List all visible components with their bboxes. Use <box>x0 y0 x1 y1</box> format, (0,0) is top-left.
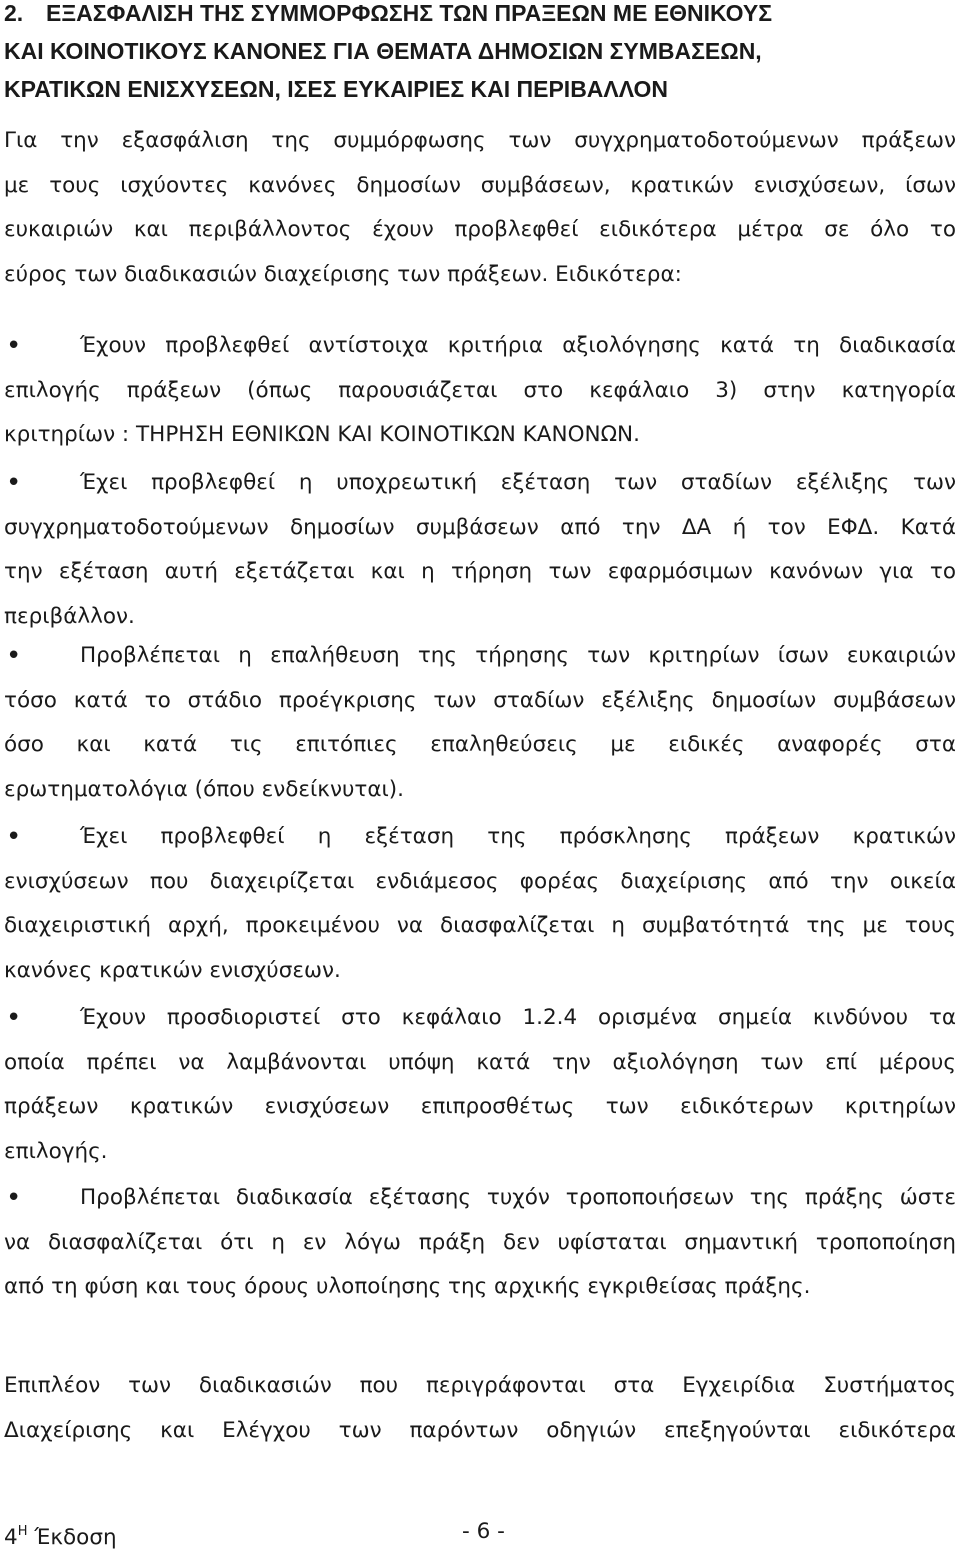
bullet-icon: • <box>6 331 22 361</box>
text-line: περιβάλλον. <box>4 603 135 629</box>
text-line: από τη φύση και τους όρους υλοποίησης της αρχικής εγκριθείσας πράξης. <box>4 1274 811 1299</box>
text-line: επιλογής. <box>4 1138 108 1164</box>
bullet-item <box>4 461 956 639</box>
text-line: Για την εξασφάλιση της συμμόρφωσης των συγχρηματοδοτούμενων πράξεων <box>4 128 956 153</box>
section-heading <box>4 0 956 108</box>
text-line: να διασφαλίζεται ότι η εν λόγω πράξη δεν υφίσταται σημαντική τροποποίηση <box>4 1229 956 1255</box>
heading-line <box>4 0 956 32</box>
heading-text: ΕΞΑΣΦΑΛΙΣΗ ΤΗΣ ΣΥΜΜΟΡΦΩΣΗΣ ΤΩΝ ΠΡΑΞΕΩΝ ΜΕ ΕΘΝΙΚΟΥΣ <box>46 0 773 26</box>
text-line: την εξέταση αυτή εξετάζεται και η τήρηση των εφαρμόσιμων κανόνων για το <box>4 559 956 584</box>
bullet-item <box>4 815 956 993</box>
text-line: όσο και κατά τις επιτόπιες επαληθεύσεις με ειδικές αναφορές στα <box>4 732 956 757</box>
text-line: επιλογής πράξεων (όπως παρουσιάζεται στο κεφάλαιο 3) στην κατηγορία <box>4 377 956 403</box>
text-line: με τους ισχύοντες κανόνες δημοσίων συμβάσεων, κρατικών ενισχύσεων, ίσων <box>4 172 956 198</box>
page-footer <box>4 1517 505 1553</box>
bullet-item <box>4 1176 956 1310</box>
text-line: Διαχείρισης και Ελέγχου των παρόντων οδηγιών επεξηγούνται ειδικότερα <box>4 1417 956 1443</box>
text-line: ερωτηματολόγια (όπου ενδείκνυται). <box>4 776 405 802</box>
text-line: διαχειριστική αρχή, προκειμένου να διασφαλίζεται η συμβατότητά της με τους <box>4 913 956 938</box>
edition-superscript: Η <box>17 1524 28 1539</box>
text-line: Προβλέπεται η επαλήθευση της τήρησης των κριτηρίων ίσων ευκαιριών <box>80 643 956 668</box>
text-line: ενισχύσεων που διαχειρίζεται ενδιάμεσος φορέας διαχείρισης από την οικεία <box>4 868 956 894</box>
page-number: - 6 - <box>462 1519 505 1544</box>
edition-label <box>4 1525 117 1550</box>
text-line: συγχρηματοδοτούμενων δημοσίων συμβάσεων από την ΔΑ ή τον ΕΦΔ. Κατά <box>4 514 956 540</box>
bullet-item <box>4 634 956 812</box>
bullet-item <box>4 324 956 458</box>
bullet-item <box>4 996 956 1174</box>
text-line: Έχει προβλεφθεί η εξέταση της πρόσκλησης πράξεων κρατικών <box>80 824 956 849</box>
heading-line: ΚΑΙ ΚΟΙΝΟΤΙΚΟΥΣ ΚΑΝΟΝΕΣ ΓΙΑ ΘΕΜΑΤΑ ΔΗΜΟΣΙΩΝ ΣΥΜΒΑΣΕΩΝ, <box>4 38 762 64</box>
section-number: 2. <box>4 0 24 26</box>
text-line: Επιπλέον των διαδικασιών που περιγράφονται στα Εγχειρίδια Συστήματος <box>4 1373 956 1398</box>
bullet-icon: • <box>6 1183 22 1213</box>
text-line: Έχουν προβλεφθεί αντίστοιχα κριτήρια αξιολόγησης κατά τη διαδικασία <box>80 333 956 358</box>
bullet-icon: • <box>6 1003 22 1033</box>
bullet-icon: • <box>6 822 22 852</box>
edition-text: Έκδοση <box>34 1525 117 1550</box>
intro-paragraph <box>4 119 956 297</box>
text-line: κανόνες κρατικών ενισχύσεων. <box>4 957 341 983</box>
edition-number: 4 <box>4 1525 18 1550</box>
text-line: Προβλέπεται διαδικασία εξέτασης τυχόν τροποποιήσεων της πράξης ώστε <box>80 1185 956 1210</box>
closing-paragraph <box>4 1364 956 1453</box>
bullet-icon: • <box>6 468 22 498</box>
text-line: Έχει προβλεφθεί η υποχρεωτική εξέταση των σταδίων εξέλιξης των <box>80 470 956 495</box>
heading-line: ΚΡΑΤΙΚΩΝ ΕΝΙΣΧΥΣΕΩΝ, ΙΣΕΣ ΕΥΚΑΙΡΙΕΣ ΚΑΙ ΠΕΡΙΒΑΛΛΟΝ <box>4 76 668 102</box>
text-line: τόσο κατά το στάδιο προέγκρισης των σταδίων εξέλιξης δημοσίων συμβάσεων <box>4 687 956 713</box>
text-line: κριτηρίων : ΤΗΡΗΣΗ ΕΘΝΙΚΩΝ ΚΑΙ ΚΟΙΝΟΤΙΚΩΝ ΚΑΝΟΝΩΝ. <box>4 422 640 447</box>
text-line: ευκαιριών και περιβάλλοντος έχουν προβλεφθεί ειδικότερα μέτρα σε όλο το <box>4 217 956 242</box>
bullet-icon: • <box>6 641 22 671</box>
text-line: Έχουν προσδιοριστεί στο κεφάλαιο 1.2.4 ορισμένα σημεία κινδύνου τα <box>80 1005 956 1030</box>
text-line: εύρος των διαδικασιών διαχείρισης των πράξεων. Ειδικότερα: <box>4 261 682 287</box>
text-line: πράξεων κρατικών ενισχύσεων επιπροσθέτως των ειδικότερων κριτηρίων <box>4 1094 956 1119</box>
text-line: οποία πρέπει να λαμβάνονται υπόψη κατά την αξιολόγηση των επί μέρους <box>4 1049 956 1075</box>
